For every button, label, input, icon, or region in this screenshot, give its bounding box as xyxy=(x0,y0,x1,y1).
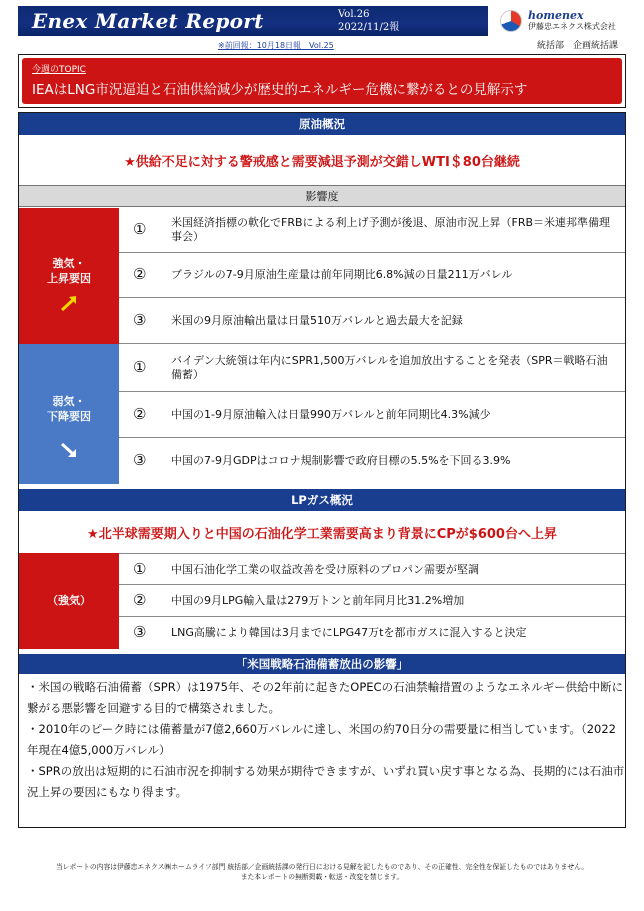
lpg-factor-text: （強気） xyxy=(47,594,91,607)
spr-note-1: ・米国の戦略石油備蓄（SPR）は1975年、その2年前に起きたOPECの石油禁輸措置のようなエネルギー供給中断に繋がる悪影響を回避する目的で構築されました。 xyxy=(27,680,624,715)
item-number: ① xyxy=(133,220,147,238)
impact-header: 影響度 xyxy=(19,185,625,207)
lpg-factor-label xyxy=(19,553,119,649)
bull-factor-label xyxy=(19,208,119,344)
lpg-row-2 xyxy=(119,585,625,617)
item-text: LNG高騰により韓国は3月までにLPG47万tを都市ガスに混入すると決定 xyxy=(171,626,527,639)
volume-number: Vol.26 xyxy=(338,9,370,20)
item-text: ブラジルの7-9月原油生産量は前年同期比6.8%減の日量211万バレル xyxy=(171,268,513,281)
lpg-headline: ★北半球需要期入りと中国の石油化学工業需要高まり背景にCPが$600台へ上昇 xyxy=(87,527,557,542)
spr-notes xyxy=(19,677,625,803)
issue-info xyxy=(338,8,478,34)
item-number: ③ xyxy=(133,311,147,329)
disclaimer-line-1: 当レポートの内容は伊藤忠エネクス㈱ホームライフ部門 統括部／企画統括課の発行日における見解を記したものであり、その正確性、完全性を保証したものではありません。 xyxy=(55,863,589,871)
company-logo xyxy=(488,6,626,36)
disclaimer-footer xyxy=(0,862,644,882)
spr-note-3: ・SPRの放出は短期的に石油市況を抑制する効果が期待できますが、いずれ買い戻す事となる為、長期的には石油市況上昇の要因にもなり得ます。 xyxy=(27,764,625,799)
arrow-up-icon xyxy=(59,294,79,314)
topic-label: 今週のTOPIC xyxy=(32,65,86,75)
item-text: 中国の9月LPG輸入量は279万トンと前年同月比31.2%増加 xyxy=(171,594,465,607)
item-text: 中国石油化学工業の収益改善を受け原料のプロパン需要が堅調 xyxy=(171,563,479,576)
bear-factor-label xyxy=(19,344,119,484)
department-label: 統括部 企画統括課 xyxy=(536,41,618,51)
title-bar xyxy=(18,6,488,36)
item-number: ① xyxy=(133,358,147,376)
report-title: Enex Market Report xyxy=(32,9,264,33)
lpg-row-1 xyxy=(119,553,625,585)
issue-date: 2022/11/2報 xyxy=(338,22,400,33)
bull-row-2 xyxy=(119,253,625,298)
item-number: ③ xyxy=(133,623,147,641)
crude-headline: ★供給不足に対する警戒感と需要減退予測が交錯しWTI＄80台継続 xyxy=(124,155,520,170)
topic-title: IEAはLNG市況逼迫と石油供給減少が歴史的エネルギー危機に繋がるとの見解示す xyxy=(32,82,528,98)
item-text: 中国の7-9月GDPはコロナ規制影響で政府目標の5.5%を下回る3.9% xyxy=(171,454,511,467)
bear-row-2 xyxy=(119,392,625,438)
item-text: 中国の1-9月原油輸入は日量990万バレルと前年同期比4.3%減少 xyxy=(171,408,491,421)
logo-mark-icon xyxy=(500,10,522,32)
logo-company-name: 伊藤忠エネクス株式会社 xyxy=(528,22,616,31)
previous-issue-link[interactable]: ※前回報：10月18日報 Vol.25 xyxy=(218,41,334,50)
item-number: ① xyxy=(133,560,147,578)
bear-factor-text: 弱気・ 下降要因 xyxy=(47,395,91,423)
item-number: ② xyxy=(133,405,147,423)
logo-brand: homenex xyxy=(528,9,584,22)
item-number: ③ xyxy=(133,451,147,469)
bear-row-1 xyxy=(119,344,625,392)
topic-box xyxy=(18,54,626,108)
report-header xyxy=(18,6,626,36)
bull-factor-text: 強気・ 上昇要因 xyxy=(47,257,91,285)
topic-banner xyxy=(22,58,622,104)
item-text: 米国の9月原油輸出量は日量510万バレルと過去最大を記録 xyxy=(171,314,463,327)
spr-note-2: ・2010年のピーク時には備蓄量が7億2,660万バレルに達し、米国の約70日分の需要量に相当しています。（2022年現在4億5,000万バレル） xyxy=(27,722,616,757)
lpg-section-header: LPガス概況 xyxy=(19,489,625,511)
bear-row-3 xyxy=(119,438,625,484)
crude-section-header: 原油概況 xyxy=(19,113,625,135)
arrow-down-icon xyxy=(59,440,79,460)
subline xyxy=(18,38,626,52)
bull-row-3 xyxy=(119,298,625,344)
disclaimer-line-2: また本レポートの無断掲載・転送・改変を禁じます。 xyxy=(240,873,404,881)
item-text: バイデン大統領は年内にSPR1,500万バレルを追加放出することを発表（SPR＝戦略石油備蓄） xyxy=(171,354,608,381)
item-text: 米国経済指標の軟化でFRBによる利上げ予測が後退、原油市況上昇（FRB＝米連邦準備理事会） xyxy=(171,216,611,243)
bull-row-1 xyxy=(119,208,625,253)
lpg-row-3 xyxy=(119,617,625,649)
spr-section-header: 「米国戦略石油備蓄放出の影響」 xyxy=(19,654,625,674)
item-number: ② xyxy=(133,265,147,283)
main-content xyxy=(18,112,626,828)
item-number: ② xyxy=(133,591,147,609)
